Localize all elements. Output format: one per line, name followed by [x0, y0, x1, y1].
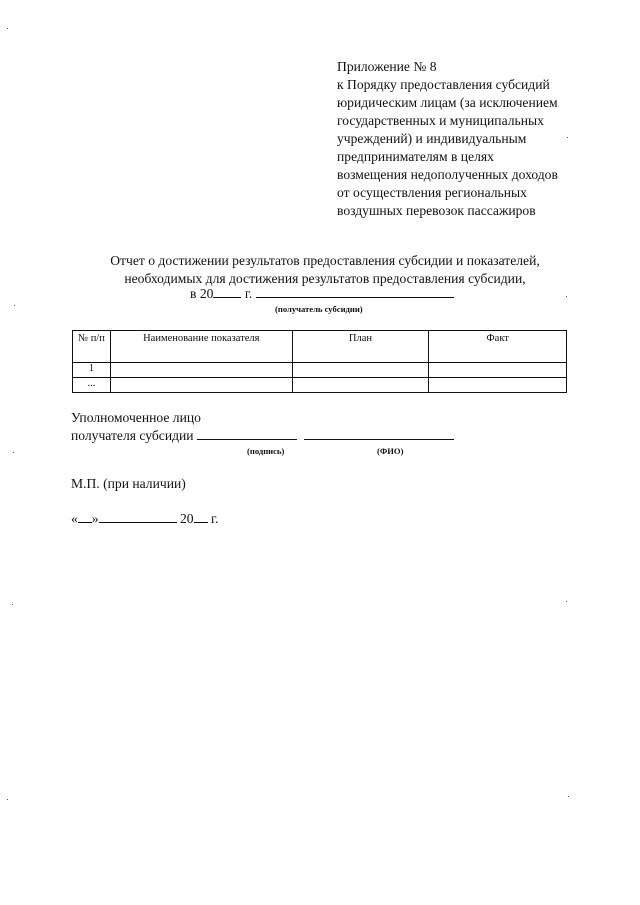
appendix-line: воздушных перевозок пассажиров	[337, 203, 536, 218]
table-row	[73, 378, 567, 393]
year-suffix: г.	[244, 286, 253, 301]
appendix-line: Приложение № 8	[337, 59, 437, 74]
table-header-plan: План	[292, 331, 429, 363]
appendix-line: предпринимателям в целях	[337, 149, 494, 164]
month-blank[interactable]	[99, 522, 177, 523]
appendix-line: государственных и муниципальных	[337, 113, 544, 128]
scan-speck	[7, 799, 8, 800]
table-cell-number: ...	[73, 378, 111, 393]
scan-speck	[12, 604, 13, 605]
year-prefix: в 20	[190, 286, 214, 301]
date-close-quote: »	[91, 511, 99, 526]
signature-line-2-label: получателя субсидии	[71, 427, 194, 443]
stamp-line: М.П. (при наличии)	[71, 476, 186, 491]
table-cell-indicator[interactable]	[110, 378, 292, 393]
scan-speck	[568, 796, 569, 797]
date-open-quote: «	[71, 511, 78, 526]
date-year-blank[interactable]	[194, 522, 208, 523]
appendix-line: к Порядку предоставления субсидий	[337, 77, 550, 92]
recipient-blank[interactable]	[256, 297, 454, 298]
report-title-line-2: необходимых для достижения результатов предоставления субсидии,	[124, 270, 526, 286]
table-header-indicator: Наименование показателя	[110, 331, 292, 363]
scan-speck	[13, 452, 14, 453]
signature-line-1: Уполномоченное лицо	[71, 410, 201, 425]
report-title	[60, 252, 590, 287]
scan-speck	[7, 28, 8, 29]
table-row	[73, 363, 567, 378]
scan-speck	[566, 296, 567, 297]
signature-caption: (подпись)	[247, 446, 285, 456]
date-year-prefix: 20	[180, 511, 194, 526]
signature-blank[interactable]	[197, 439, 297, 440]
report-table	[72, 330, 567, 393]
appendix-header	[337, 58, 627, 220]
date-line	[71, 511, 218, 527]
table-header-fact: Факт	[429, 331, 567, 363]
appendix-line: учреждений) и индивидуальным	[337, 131, 527, 146]
year-blank[interactable]	[213, 297, 241, 298]
table-cell-fact[interactable]	[429, 378, 567, 393]
appendix-line: возмещения недополученных доходов	[337, 167, 558, 182]
signature-line-2	[71, 427, 454, 445]
table-cell-plan[interactable]	[292, 378, 429, 393]
table-cell-number: 1	[73, 363, 111, 378]
table-cell-plan[interactable]	[292, 363, 429, 378]
day-blank[interactable]	[78, 522, 92, 523]
full-name-caption: (ФИО)	[377, 446, 404, 456]
scan-speck	[567, 137, 568, 138]
recipient-caption: (получатель субсидии)	[275, 304, 363, 314]
signature-block	[71, 409, 454, 444]
report-year-line	[190, 286, 454, 302]
date-year-suffix: г.	[211, 511, 219, 526]
full-name-blank[interactable]	[304, 439, 454, 440]
table-header-row	[73, 331, 567, 363]
scan-speck	[566, 601, 567, 602]
table-cell-indicator[interactable]	[110, 363, 292, 378]
appendix-line: от осуществления региональных	[337, 185, 527, 200]
table-header-number: № п/п	[73, 331, 111, 363]
scan-speck	[14, 305, 15, 306]
report-title-line-1: Отчет о достижении результатов предоставления субсидии и показателей,	[110, 253, 540, 268]
appendix-line: юридическим лицам (за исключением	[337, 95, 558, 110]
table-cell-fact[interactable]	[429, 363, 567, 378]
